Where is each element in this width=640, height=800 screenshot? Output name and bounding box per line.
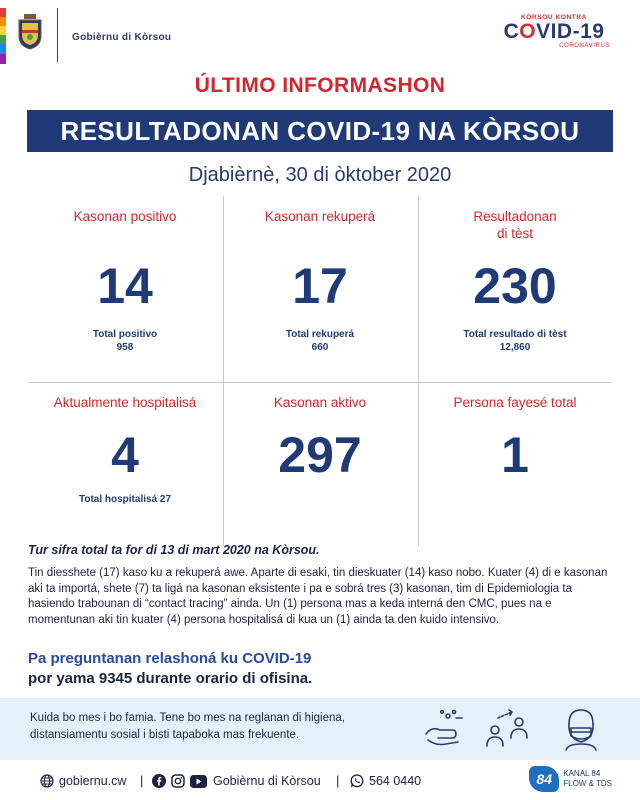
stat-label-line2 <box>223 225 417 242</box>
stat-positive-cases <box>28 208 222 354</box>
stat-label-line2: di tèst <box>496 226 534 241</box>
kanal-text <box>563 769 612 789</box>
footer-separator: | <box>336 773 340 788</box>
latest-info-heading: ÚLTIMO INFORMASHON <box>194 74 446 97</box>
stat-label: Kasonan aktivo <box>273 395 367 410</box>
government-name: Gobièrnu di Kòrsou <box>72 32 172 43</box>
questions-line-2: por yama 9345 durante orario di ofisina. <box>28 670 313 687</box>
coat-of-arms-icon <box>16 14 44 50</box>
covid-logo-top: KÒRSOU KONTRA <box>521 14 587 21</box>
stat-total-value: 958 <box>116 342 134 353</box>
face-mask-icon <box>556 704 606 754</box>
results-banner: RESULTADONAN COVID-19 NA KÒRSOU <box>27 110 613 152</box>
stat-value: 4 <box>111 427 139 483</box>
social-links[interactable] <box>152 774 321 788</box>
hygiene-message: Kuida bo mes i bo famia. Tene bo mes na reglanan di higiena, distansiamentu sosial i bisti tapaboka mas frekuente. <box>30 712 345 741</box>
whatsapp-icon <box>350 774 364 788</box>
hand-washing-icon <box>418 704 468 754</box>
stat-value: 297 <box>278 427 362 483</box>
kanal-name: KANAL 84 <box>563 769 601 778</box>
stat-value: 230 <box>473 258 557 314</box>
stat-label: Persona fayesé total <box>453 395 577 410</box>
footer-separator: | <box>140 773 144 788</box>
kanal-badge: 84 <box>529 766 559 792</box>
hygiene-band <box>0 698 640 760</box>
report-date: Djabièrnè, 30 di òktober 2020 <box>188 164 452 186</box>
stat-hospitalized <box>28 394 222 506</box>
stat-label-line2 <box>28 225 222 242</box>
stat-recovered-cases <box>223 208 417 354</box>
covid-logo-rest: VID-19 <box>536 20 605 43</box>
stats-grid <box>28 196 612 546</box>
website-text: gobiernu.cw <box>59 774 127 788</box>
footer <box>0 762 640 800</box>
stat-total: Total hospitalisá 27 <box>78 494 172 505</box>
social-handle: Gobièrnu di Kòrsou <box>213 774 321 788</box>
covid-logo <box>496 14 612 56</box>
kanal-sub: FLOW & TDS <box>563 779 612 788</box>
stat-value: 1 <box>501 427 529 483</box>
stat-test-results <box>418 208 612 354</box>
facebook-icon[interactable] <box>152 774 166 788</box>
grid-divider-horizontal <box>28 382 612 383</box>
stat-total-value: 660 <box>311 342 329 353</box>
youtube-icon[interactable] <box>190 775 207 788</box>
stat-label: Resultadonan <box>473 209 557 224</box>
rainbow-stripe <box>0 8 6 64</box>
phone-number: 564 0440 <box>369 774 422 788</box>
stat-total: Total rekuperá <box>285 329 355 340</box>
stat-total: Total resultado di tèst <box>463 329 567 340</box>
totals-note: Tur sifra total ta for di 13 di mart 2020 na Kòrsou. <box>28 543 320 557</box>
header-divider <box>57 8 58 62</box>
instagram-icon[interactable] <box>171 774 185 788</box>
website-link[interactable] <box>40 774 126 788</box>
questions-line-1: Pa preguntanan relashoná ku COVID-19 <box>28 650 312 667</box>
globe-icon <box>40 774 54 788</box>
covid-logo-letter-c: C <box>503 20 520 43</box>
stat-label: Kasonan positivo <box>73 209 177 224</box>
kanal-84-logo <box>529 766 612 792</box>
virus-icon: O <box>519 20 537 43</box>
stat-total-value: 12,860 <box>499 342 531 353</box>
summary-paragraph: Tin diesshete (17) kaso ku a rekuperá awe. Aparte di esaki, tin dieskuater (14) kaso nobo. Kuater (4) di e kasonan aki ta importá, shete (7) ta ligá na kasonan eksistente i pa e sobrá tres (3) kasonan, tim di Epidemiologia ta hasiendo trabounan di “contact tracing” ainda. Un (1) persona mas a keda interná den CMC, pues na e momentunan aki tin kuater (4) persona hospitalisá di kua un (1) ainda ta den kuido intensivo. <box>28 567 608 626</box>
covid-logo-main <box>496 21 612 43</box>
phone-link[interactable] <box>350 774 421 788</box>
header <box>0 0 640 66</box>
stat-label: Kasonan rekuperá <box>264 209 376 224</box>
stat-label: Aktualmente hospitalisá <box>53 395 197 410</box>
stat-active-cases <box>223 394 417 483</box>
covid-logo-sub: CORONAVIRUS <box>559 43 610 49</box>
stat-value: 17 <box>292 258 348 314</box>
stat-value: 14 <box>97 258 153 314</box>
stat-deceased <box>418 394 612 483</box>
social-distancing-icon <box>482 704 532 754</box>
stat-total: Total positivo <box>92 329 158 340</box>
